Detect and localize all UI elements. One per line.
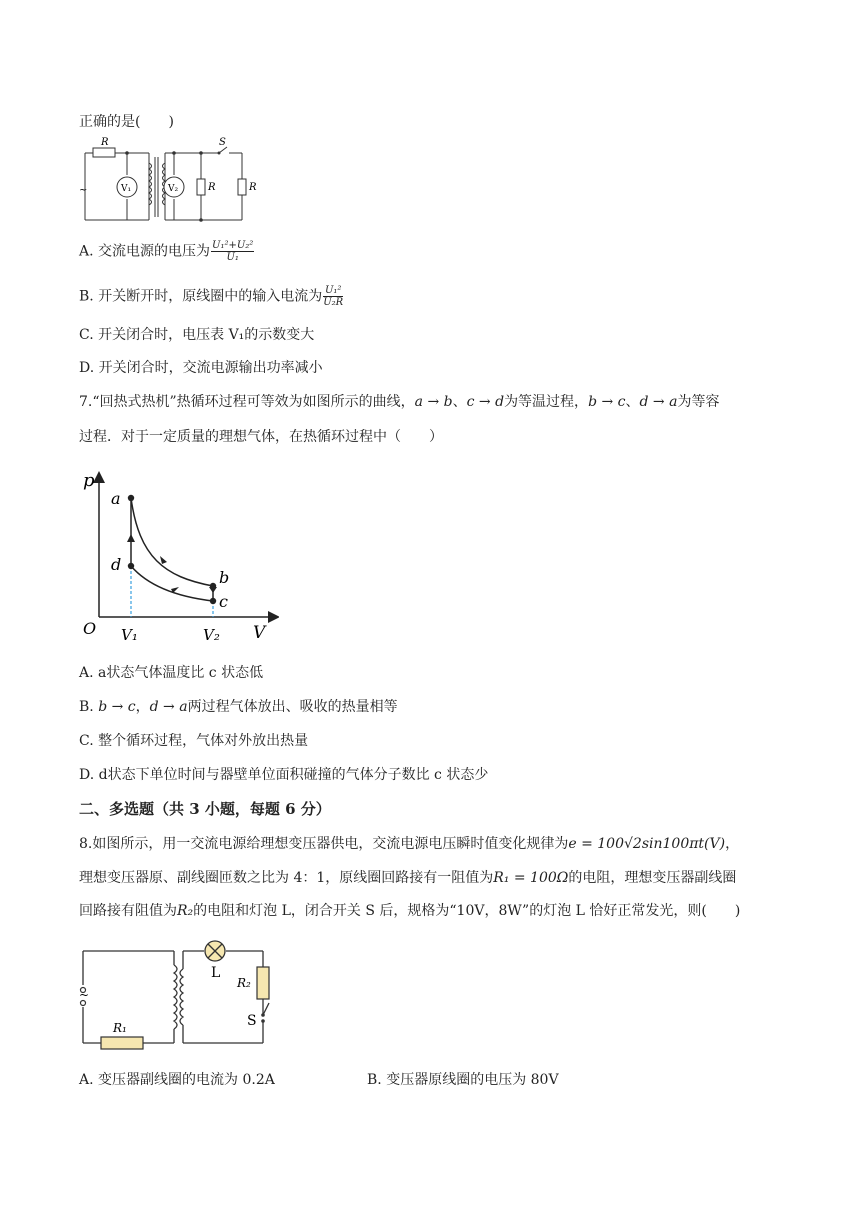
- q8-resistor-r2: [257, 967, 269, 999]
- q7-point-d: [128, 563, 134, 569]
- q6-option-a-text: A. 交流电源的电压为: [79, 243, 211, 260]
- q7-label-c: c: [219, 592, 228, 611]
- q6-label-R-top: R: [101, 137, 109, 148]
- q8-stem-line1: [79, 834, 739, 854]
- q6-option-b: [79, 285, 343, 308]
- q7-label-p: p: [83, 470, 95, 491]
- q7-option-b-da: d → a: [149, 699, 188, 715]
- q6-option-d: D. 开关闭合时，交流电源输出功率减小: [79, 360, 323, 376]
- q8-stem-text1: 8.如图所示，用一交流电源给理想变压器供电，交流电源电压瞬时值变化规律为: [79, 836, 569, 852]
- q8-formula-r2: R₂: [177, 903, 194, 919]
- q7-label-a: a: [111, 489, 121, 508]
- q8-stem-text3a: 回路接有阻值为: [79, 903, 177, 919]
- q6-label-R-right: R: [249, 182, 257, 193]
- q7-process-da: d → a: [639, 394, 678, 410]
- q7-option-b: [79, 697, 398, 717]
- q6-option-c: C. 开关闭合时，电压表 V₁的示数变大: [79, 327, 315, 343]
- q6-option-a-fraction: [211, 240, 254, 263]
- q8-stem-line3: [79, 901, 740, 921]
- q8-option-a: A. 变压器副线圈的电流为 0.2A: [79, 1072, 275, 1088]
- q6-option-b-num: U₁²: [324, 285, 342, 296]
- q7-point-a: [128, 495, 134, 501]
- q8-resistor-r1: [101, 1037, 143, 1049]
- q7-curve-ab: [131, 498, 213, 586]
- q7-label-O: O: [83, 619, 97, 638]
- q6-option-a-den: U₁: [226, 252, 239, 263]
- q7-process-ab: a → b: [414, 394, 453, 410]
- q7-stem-line2: 过程．对于一定质量的理想气体，在热循环过程中（ ）: [79, 429, 443, 445]
- q7-option-d: D. d状态下单位时间与器壁单位面积碰撞的气体分子数比 c 状态少: [79, 767, 489, 783]
- q8-lamp-icon: [205, 941, 225, 961]
- q7-label-V2: V₂: [203, 626, 220, 644]
- q6-label-V2: V₂: [168, 184, 179, 194]
- q6-option-a: [79, 240, 254, 263]
- q8-label-R2: R₂: [237, 976, 251, 990]
- q7-option-a: A. a状态气体温度比 c 状态低: [79, 665, 264, 681]
- q8-label-L: L: [211, 965, 221, 981]
- q7-label-b: b: [219, 568, 230, 587]
- q7-option-b-prefix: B.: [79, 699, 99, 715]
- q7-process-cd: c → d: [466, 394, 505, 410]
- q6-label-V1: V₁: [121, 184, 132, 194]
- q6-label-S: S: [219, 137, 226, 148]
- q8-label-R1: R₁: [113, 1021, 127, 1035]
- q8-option-b: B. 变压器原线圈的电压为 80V: [367, 1072, 559, 1088]
- q8-stem-line2: [79, 868, 736, 888]
- q8-formula-e: e = 100√2sin100πt(V): [568, 836, 726, 852]
- q7-stem-line1: [79, 392, 719, 412]
- q8-transformer-circuit: [79, 935, 279, 1055]
- q7-label-d: d: [111, 555, 122, 574]
- q6-option-b-text: B. 开关断开时，原线圈中的输入电流为: [79, 288, 323, 305]
- q7-point-b: [210, 583, 216, 589]
- q7-stem-end: 为等容: [677, 394, 720, 410]
- q7-stem-mid: 为等温过程，: [504, 394, 589, 410]
- q7-label-V: V: [253, 623, 266, 643]
- q7-process-bc: b → c: [588, 394, 626, 410]
- q6-option-b-fraction: [323, 285, 343, 308]
- q8-stem-end1: ，: [725, 836, 740, 852]
- q7-option-b-bc: b → c: [98, 699, 136, 715]
- q6-option-b-den: U₂R: [323, 297, 344, 308]
- q7-pv-diagram: [79, 462, 279, 647]
- q7-point-c: [210, 598, 216, 604]
- q7-option-b-sep: ，: [135, 699, 150, 715]
- section-2-title: 二、多选题（共 3 小题，每题 6 分）: [79, 800, 331, 818]
- q7-option-c: C. 整个循环过程，气体对外放出热量: [79, 733, 309, 749]
- q6-label-R-mid: R: [208, 182, 216, 193]
- q8-label-ac: ~: [79, 988, 90, 1002]
- q6-transformer-circuit: [79, 135, 269, 225]
- q6-stem-end: 正确的是( ): [79, 114, 174, 130]
- q7-sep2: 、: [625, 394, 640, 410]
- q6-label-ac: ~: [79, 185, 88, 196]
- q7-label-V1: V₁: [121, 626, 138, 644]
- q6-option-a-num: U₁²+U₂²: [212, 240, 254, 251]
- q8-label-S: S: [247, 1013, 257, 1029]
- q8-stem-text3b: 的电阻和灯泡 L，闭合开关 S 后，规格为“10V，8W”的灯泡 L 恰好正常发光，则( ): [193, 903, 741, 919]
- q8-stem-text2b: 的电阻，理想变压器副线圈: [568, 870, 737, 886]
- q7-stem-text1: 7.“回热式热机”热循环过程可等效为如图所示的曲线，: [79, 394, 415, 410]
- q7-sep1: 、: [452, 394, 467, 410]
- q8-stem-text2a: 理想变压器原、副线圈匝数之比为 4：1，原线圈回路接有一阻值为: [79, 870, 494, 886]
- q7-option-b-text: 两过程气体放出、吸收的热量相等: [187, 699, 398, 715]
- q8-formula-r1: R₁ = 100Ω: [493, 870, 569, 886]
